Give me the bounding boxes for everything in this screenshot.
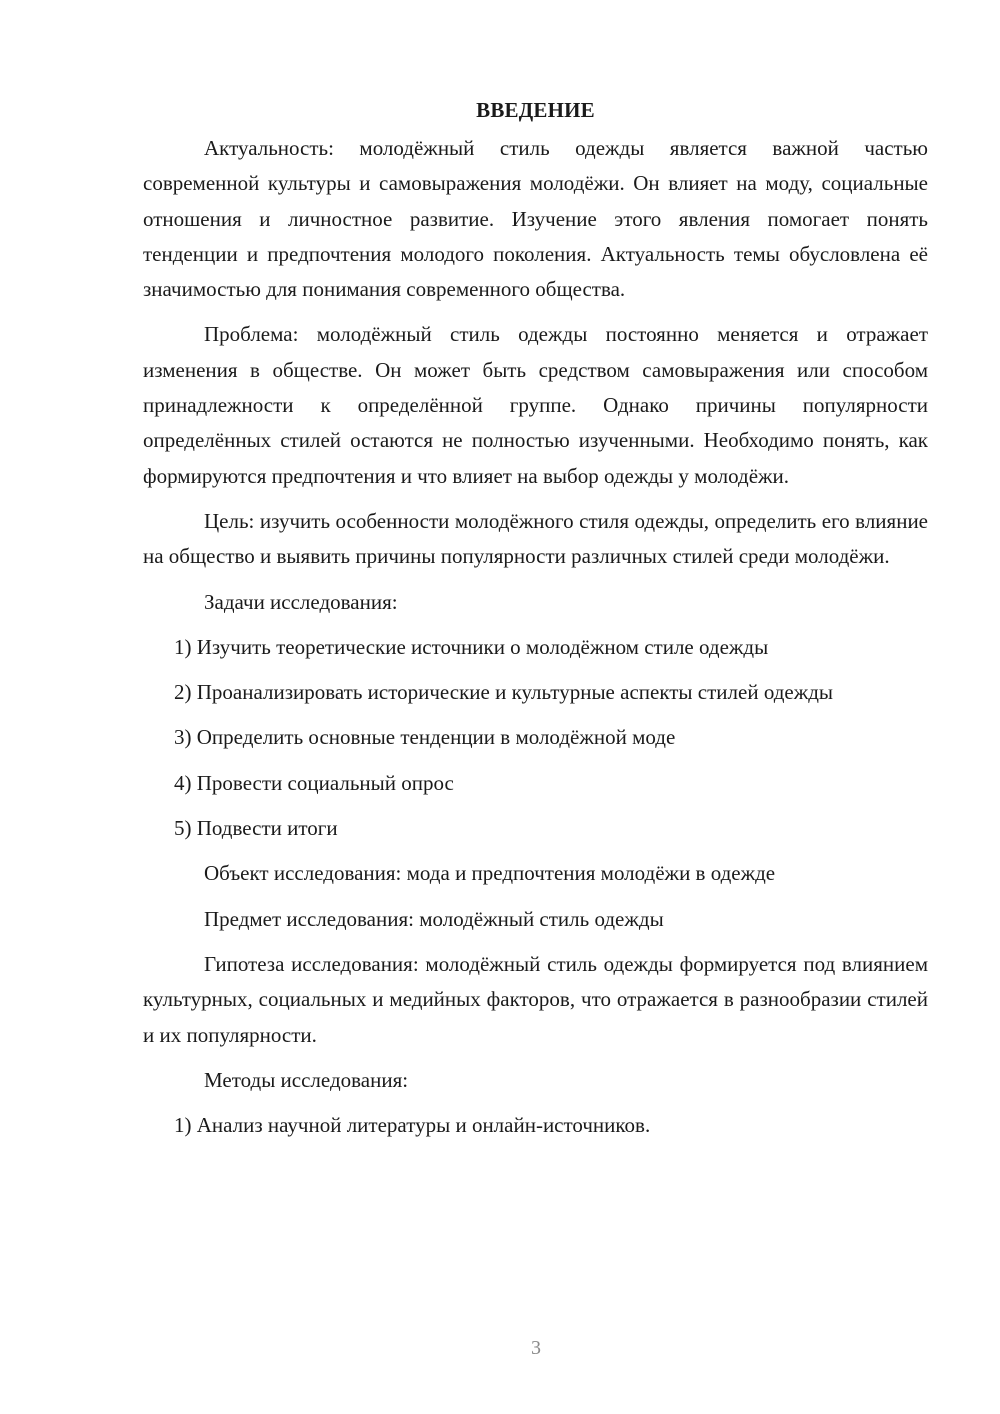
methods-heading: Методы исследования: bbox=[204, 1067, 409, 1092]
document-page bbox=[143, 92, 928, 1143]
page-title: ВВЕДЕНИЕ bbox=[476, 98, 595, 122]
task-item-5: 5) Подвести итоги bbox=[174, 816, 338, 841]
page-number: 3 bbox=[531, 1337, 541, 1359]
task-item-1: 1) Изучить теоретические источники о молодёжном стиле одежды bbox=[174, 634, 769, 659]
task-item-4: 4) Провести социальный опрос bbox=[174, 770, 454, 795]
object-paragraph: Объект исследования: мода и предпочтения молодёжи в одежде bbox=[204, 861, 776, 886]
problem-paragraph: Проблема: молодёжный стиль одежды постоянно меняется и отражает изменения в обществе. Он может быть средством самовыражения или способом принадлежности к определённой группе. Однако причины популярности определённых стилей остаются не полностью изученными. Необходимо понять, как формируются предпочтения и что влияет на выбор одежды у молодёжи. bbox=[143, 322, 928, 488]
tasks-heading: Задачи исследования: bbox=[204, 589, 398, 614]
relevance-paragraph: Актуальность: молодёжный стиль одежды является важной частью современной культуры и самовыражения молодёжи. Он влияет на моду, социальные отношения и личностное развитие. Изучение этого явления помогает понять тенденции и предпочтения молодого поколения. Актуальность темы обусловлена её значимостью для понимания современного общества. bbox=[143, 136, 928, 302]
task-item-3: 3) Определить основные тенденции в молодёжной моде bbox=[174, 725, 676, 750]
hypothesis-paragraph: Гипотеза исследования: молодёжный стиль одежды формируется под влиянием культурных, социальных и медийных факторов, что отражается в разнообразии стилей и их популярности. bbox=[143, 951, 928, 1047]
subject-paragraph: Предмет исследования: молодёжный стиль одежды bbox=[204, 906, 664, 931]
method-item-1: 1) Анализ научной литературы и онлайн-источников. bbox=[174, 1113, 651, 1138]
goal-paragraph: Цель: изучить особенности молодёжного стиля одежды, определить его влияние на общество и выявить причины популярности различных стилей среди молодёжи. bbox=[143, 508, 928, 569]
task-item-2: 2) Проанализировать исторические и культурные аспекты стилей одежды bbox=[174, 680, 834, 705]
